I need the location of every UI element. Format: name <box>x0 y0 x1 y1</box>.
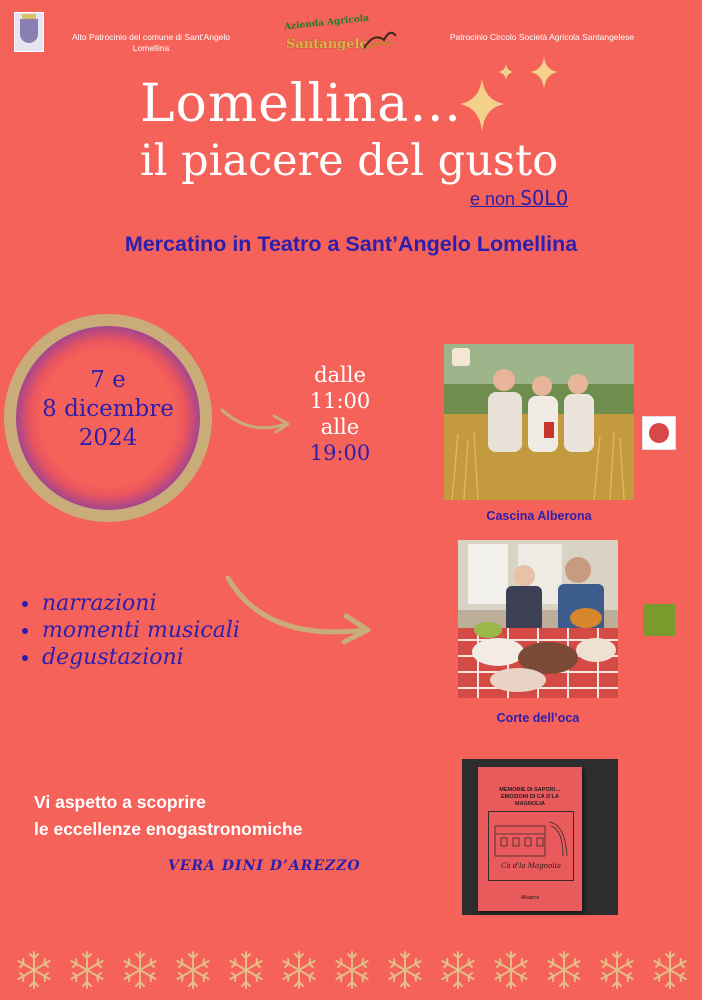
tagline-prefix: e non <box>470 189 516 209</box>
hours-to-label: alle <box>320 415 360 439</box>
municipal-crest-icon <box>14 12 44 52</box>
title-line-1: Lomellina… <box>140 74 463 134</box>
event-date <box>16 366 200 453</box>
hours-to-time: 19:00 <box>309 441 371 465</box>
vendor-badge-icon <box>642 416 676 450</box>
date-line-1: 7 e <box>90 367 126 393</box>
hours-from-label: dalle <box>314 363 366 387</box>
logo-bottom-text: Santangelo <box>286 37 369 52</box>
logo-hills-icon <box>364 26 396 52</box>
book-title: MEMORIE DI SAPORI… EMOZIONI DI CÀ D’LA MAGNOLIA <box>499 787 561 807</box>
patronage-municipality: Alto Patrocinio del comune di Sant'Angelo Lomellina <box>71 32 231 53</box>
arrow-icon-2 <box>222 572 376 646</box>
activities-list <box>22 590 240 671</box>
book-sketch <box>488 811 574 881</box>
vendor-photo-cascina <box>444 344 634 500</box>
list-item: degustazioni <box>22 644 240 671</box>
logo-top-text: Azienda Agricola <box>283 13 370 33</box>
author-name: VERA DINI D’AREZZO <box>168 858 361 874</box>
title-tagline <box>470 186 568 210</box>
vendor-logo-icon <box>643 604 675 636</box>
invite-line-2: le eccellenze enogastronomiche <box>34 819 303 839</box>
list-item: momenti musicali <box>22 617 240 644</box>
book-publisher: Albatros <box>520 895 540 901</box>
book-cover <box>478 767 582 911</box>
event-hours <box>290 362 390 466</box>
date-line-3: 2024 <box>78 425 138 451</box>
book-sketch-label: Cà d'la Magnolia <box>501 862 561 870</box>
list-item: narrazioni <box>22 590 240 617</box>
sparkle-icon <box>452 56 564 140</box>
date-line-2: 8 dicembre <box>42 396 174 422</box>
tagline-emphasis: SOLO <box>520 186 569 210</box>
book-photo <box>462 759 618 915</box>
vendor-caption-2: Corte dell’oca <box>496 711 580 725</box>
invite-line-1: Vi aspetto a scoprire <box>34 792 206 812</box>
invite-text <box>34 789 302 843</box>
vendor-photo-corte <box>458 540 618 698</box>
snowflake-border <box>12 944 692 994</box>
vendor-caption-1: Cascina Alberona <box>486 509 592 523</box>
title-line-2: il piacere del gusto <box>140 136 559 186</box>
arrow-icon <box>220 402 294 438</box>
patronage-circle: Patrocinio Circolo Società Agricola Santangelese <box>449 32 635 42</box>
event-subtitle: Mercatino in Teatro a Sant’Angelo Lomellina <box>124 232 578 256</box>
hours-from-time: 11:00 <box>309 389 371 413</box>
farm-logo <box>278 14 396 56</box>
